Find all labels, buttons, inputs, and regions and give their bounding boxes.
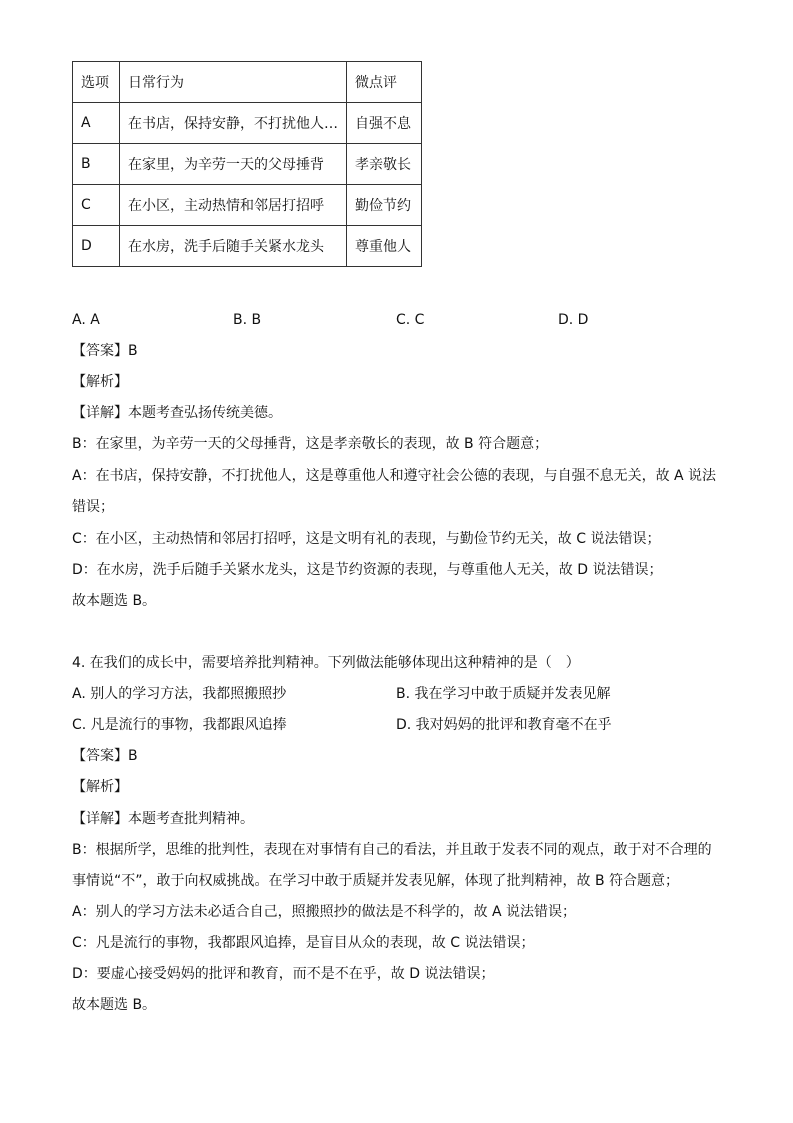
behavior-table xyxy=(72,61,422,267)
cell-behavior: 在小区，主动热情和邻居打招呼 xyxy=(120,185,347,226)
q4-answer: 【答案】B xyxy=(72,748,138,764)
q4-line: B：根据所学，思维的批判性，表现在对事情有自己的看法，并且敢于发表不同的观点，敢于对不合理的 xyxy=(72,842,712,858)
q4-question: 4. 在我们的成长中，需要培养批判精神。下列做法能够体现出这种精神的是（ ） xyxy=(72,655,580,671)
header-option: 选项 xyxy=(73,62,120,103)
table-row xyxy=(73,103,422,144)
cell-behavior: 在水房，洗手后随手关紧水龙头 xyxy=(120,226,347,267)
cell-option: C xyxy=(73,185,120,226)
q4-line: 事情说“不”，敢于向权威挑战。在学习中敢于质疑并发表见解，体现了批判精神，故 B 符合题意； xyxy=(72,873,680,889)
table-row xyxy=(73,185,422,226)
table-row xyxy=(73,226,422,267)
q3-detail: 【详解】本题考查弘扬传统美德。 xyxy=(72,405,282,421)
q3-option-c: C. C xyxy=(396,312,425,328)
q4-option-d: D. 我对妈妈的批评和教育毫不在乎 xyxy=(396,717,612,733)
q3-option-b: B. B xyxy=(233,312,262,328)
q4-line: C：凡是流行的事物，我都跟风追捧，是盲目从众的表现，故 C 说法错误； xyxy=(72,935,535,951)
cell-comment: 勤俭节约 xyxy=(347,185,422,226)
header-comment: 微点评 xyxy=(347,62,422,103)
q4-option-a: A. 别人的学习方法，我都照搬照抄 xyxy=(72,686,287,702)
cell-option: A xyxy=(73,103,120,144)
q3-conclusion: 故本题选 B。 xyxy=(72,593,157,609)
table-header-row xyxy=(73,62,422,103)
cell-comment: 自强不息 xyxy=(347,103,422,144)
q3-line: 错误； xyxy=(72,499,114,515)
cell-option: D xyxy=(73,226,120,267)
q4-analysis-heading: 【解析】 xyxy=(72,779,128,795)
q3-option-a: A. A xyxy=(72,312,100,328)
q3-analysis-heading: 【解析】 xyxy=(72,374,128,390)
q4-line: D：要虚心接受妈妈的批评和教育，而不是不在乎，故 D 说法错误； xyxy=(72,966,495,982)
q3-option-d: D. D xyxy=(558,312,589,328)
q3-answer: 【答案】B xyxy=(72,343,138,359)
q4-option-c: C. 凡是流行的事物，我都跟风追捧 xyxy=(72,717,287,733)
q3-line: D：在水房，洗手后随手关紧水龙头，这是节约资源的表现，与尊重他人无关，故 D 说法错误； xyxy=(72,562,663,578)
cell-comment: 尊重他人 xyxy=(347,226,422,267)
q4-conclusion: 故本题选 B。 xyxy=(72,997,157,1013)
q4-option-b: B. 我在学习中敢于质疑并发表见解 xyxy=(396,686,611,702)
q3-line: B：在家里，为辛劳一天的父母捶背，这是孝亲敬长的表现，故 B 符合题意； xyxy=(72,436,549,452)
table-row xyxy=(73,144,422,185)
q4-line: A：别人的学习方法未必适合自己，照搬照抄的做法是不科学的，故 A 说法错误； xyxy=(72,904,577,920)
cell-behavior: 在书店，保持安静，不打扰他人… xyxy=(120,103,347,144)
cell-behavior: 在家里，为辛劳一天的父母捶背 xyxy=(120,144,347,185)
header-behavior: 日常行为 xyxy=(120,62,347,103)
cell-comment: 孝亲敬长 xyxy=(347,144,422,185)
q3-line: C：在小区，主动热情和邻居打招呼，这是文明有礼的表现，与勤俭节约无关，故 C 说法错误； xyxy=(72,531,661,547)
q3-line: A：在书店，保持安静，不打扰他人，这是尊重他人和遵守社会公德的表现，与自强不息无关，故 A 说法 xyxy=(72,468,717,484)
q4-detail: 【详解】本题考查批判精神。 xyxy=(72,811,254,827)
cell-option: B xyxy=(73,144,120,185)
